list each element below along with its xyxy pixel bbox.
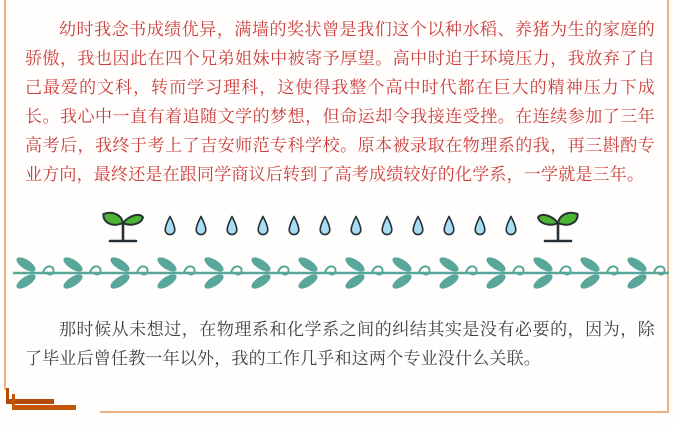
page-border-right [667,0,669,413]
corner-bracket-mark [6,388,86,414]
water-drop-icon [412,215,424,237]
sprout-raindrops-row [25,206,655,246]
water-drop-icon [257,215,269,237]
paragraph-red: 幼时我念书成绩优异，满墙的奖状曾是我们这个以种水稻、养猪为生的家庭的骄傲，我也因此在四个兄弟姐妹中被寄予厚望。高中时迫于环境压力，我放弃了自己最爱的文科，转而学习理科，这使得我整个高中时代都在巨大的精神压力下成长。我心中一直有着追随文学的梦想，但命运却令我接连受挫。在连续参加了三年高考后，我终于考上了吉安师范专科学校。原本被录取在物理系的我，再三斟酌专业方向，最终还是在跟同学商议后转到了高考成绩较好的化学系，一学就是三年。 [25,20,655,185]
water-drop-icon [474,215,486,237]
vine-divider [13,256,669,290]
paragraph-dark: 那时候从未想过，在物理系和化学系之间的纠结其实是没有必要的，因为，除了毕业后曾任教一年以外，我的工作几乎和这两个专业没什么关联。 [25,320,655,369]
seedling-icon [535,207,581,245]
water-drop-icon [319,215,331,237]
corner-mark-inner-horizontal [12,405,76,410]
water-drop-icon [288,215,300,237]
seedling-icon [100,207,146,245]
page-border-bottom [100,411,669,413]
page-border-left [4,0,6,390]
water-drop-icon [381,215,393,237]
water-drop-icon [350,215,362,237]
water-drop-icon [443,215,455,237]
drops-row [164,215,517,237]
water-drop-icon [195,215,207,237]
water-drop-icon [505,215,517,237]
water-drop-icon [164,215,176,237]
water-drop-icon [226,215,238,237]
article-content [25,0,655,374]
